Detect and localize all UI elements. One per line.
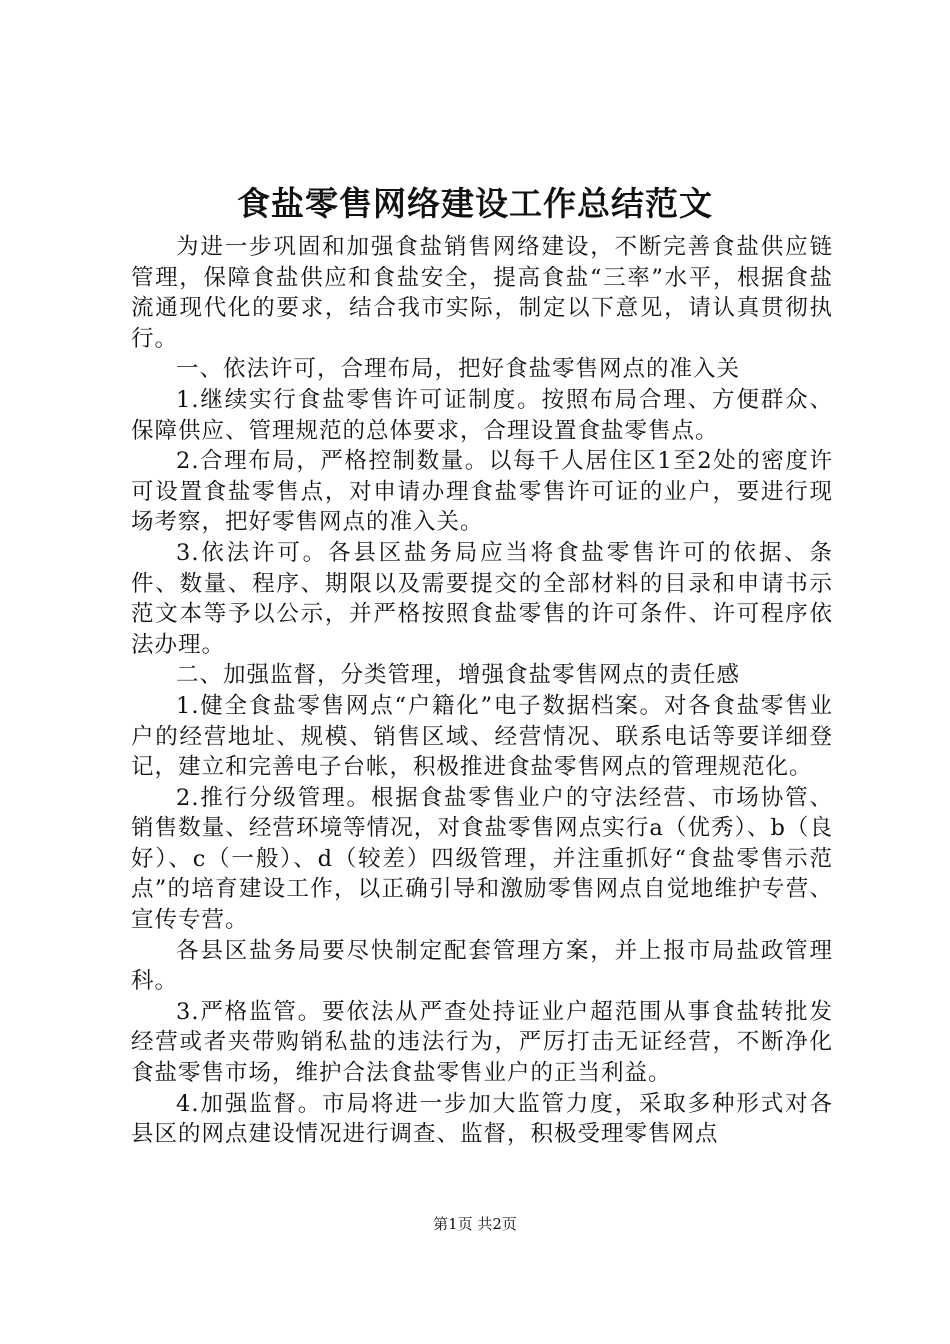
document-body [131, 232, 833, 1150]
paragraph-2-3: 3.严格监管。要依法从严查处持证业户超范围从事食盐转批发经营或者夹带购销私盐的违法行为，严厉打击无证经营，不断净化食盐零售市场，维护合法食盐零售业户的正当利益。 [131, 998, 833, 1087]
paragraph-2-2-note: 各县区盐务局要尽快制定配套管理方案，并上报市局盐政管理科。 [131, 937, 833, 995]
paragraph-2-4: 4.加强监督。市局将进一步加大监管力度，采取多种形式对各县区的网点建设情况进行调查、监督，积极受理零售网点 [131, 1090, 833, 1148]
section-heading-2: 二、加强监督，分类管理，增强食盐零售网点的责任感 [176, 662, 741, 689]
paragraph-intro: 为进一步巩固和加强食盐销售网络建设，不断完善食盐供应链管理，保障食盐供应和食盐安全，提高食盐“三率”水平，根据食盐流通现代化的要求，结合我市实际，制定以下意见，请认真贯彻执行。 [131, 234, 833, 352]
paragraph-1-2: 2.合理布局，严格控制数量。以每千人居住区1至2处的密度许可设置食盐零售点，对申请办理食盐零售许可证的业户，要进行现场考察，把好零售网点的准入关。 [131, 448, 833, 536]
paragraph-2-2: 2.推行分级管理。根据食盐零售业户的守法经营、市场协管、销售数量、经营环境等情况，对食盐零售网点实行a（优秀）、b（良好）、c（一般）、d（较差）四级管理，并注重抓好“食盐零售示范点”的培育建设工作，以正确引导和激励零售网点自觉地维护专营、宣传专营。 [131, 784, 833, 934]
paragraph-1-3: 3.依法许可。各县区盐务局应当将食盐零售许可的依据、条件、数量、程序、期限以及需要提交的全部材料的目录和申请书示范文本等予以公示，并严格按照食盐零售的许可条件、许可程序依法办理。 [131, 539, 833, 658]
page-number-footer: 第1页 共2页 [433, 1215, 517, 1233]
paragraph-2-1: 1.健全食盐零售网点“户籍化”电子数据档案。对各食盐零售业户的经营地址、规模、销售区域、经营情况、联系电话等要详细登记，建立和完善电子台帐，积极推进食盐零售网点的管理规范化。 [131, 692, 833, 781]
paragraph-1-1: 1.继续实行食盐零售许可证制度。按照布局合理、方便群众、保障供应、管理规范的总体要求，合理设置食盐零售点。 [131, 386, 833, 444]
document-title: 食盐零售网络建设工作总结范文 [237, 184, 713, 223]
section-heading-1: 一、依法许可，合理布局，把好食盐零售网点的准入关 [176, 356, 741, 383]
